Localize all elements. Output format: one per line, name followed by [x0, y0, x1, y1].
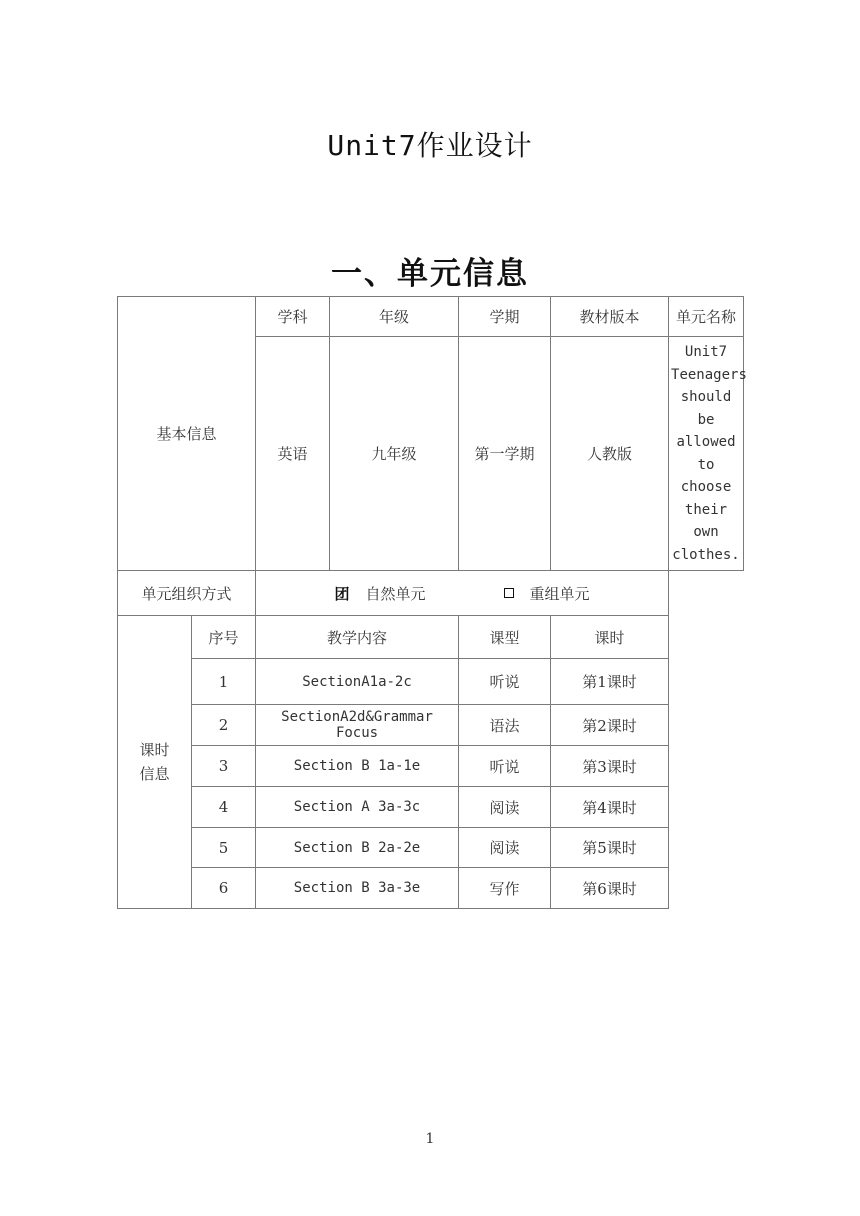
unit-name-line: own clothes.	[672, 524, 740, 563]
table-row	[118, 828, 744, 868]
lesson-content: Section B 3a-3e	[256, 868, 459, 909]
unchecked-box-icon	[504, 588, 514, 598]
header-type: 课型	[459, 616, 551, 659]
lessons-header-row	[118, 616, 744, 659]
lesson-content: SectionA2d&Grammar Focus	[256, 705, 459, 746]
unit-name-line: should be	[680, 389, 732, 428]
header-period: 课时	[551, 616, 669, 659]
table-row	[118, 659, 744, 705]
value-unit-name	[669, 337, 747, 571]
lesson-period: 第5课时	[551, 828, 669, 868]
section-heading: 一、单元信息	[331, 256, 529, 292]
lesson-type: 听说	[459, 746, 551, 787]
lesson-type: 阅读	[459, 828, 551, 868]
lesson-period: 第1课时	[551, 659, 669, 705]
document-title: Unit7作业设计	[327, 129, 533, 162]
header-content: 教学内容	[256, 616, 459, 659]
lesson-no: 6	[192, 868, 256, 909]
option-natural-unit-label: 自然单元	[365, 584, 426, 603]
checked-box-icon: 团	[334, 584, 350, 603]
unit-name-line: choose their	[680, 479, 732, 518]
lesson-type: 语法	[459, 705, 551, 746]
lesson-type: 阅读	[459, 787, 551, 828]
lesson-no: 5	[192, 828, 256, 868]
header-no: 序号	[192, 616, 256, 659]
lesson-no: 3	[192, 746, 256, 787]
option-regrouped-unit-label: 重组单元	[529, 584, 590, 603]
lessons-label	[118, 616, 192, 909]
table-row	[118, 746, 744, 787]
lesson-period: 第4课时	[551, 787, 669, 828]
basic-info-label: 基本信息	[118, 297, 256, 571]
lesson-content: SectionA1a-2c	[256, 659, 459, 705]
organization-options	[256, 571, 669, 616]
header-term: 学期	[459, 297, 551, 337]
basic-info-header-row	[118, 297, 744, 337]
lesson-no: 2	[192, 705, 256, 746]
lesson-content: Section A 3a-3c	[256, 787, 459, 828]
lesson-no: 4	[192, 787, 256, 828]
lesson-type: 听说	[459, 659, 551, 705]
value-subject: 英语	[256, 337, 330, 571]
organization-row	[118, 571, 744, 616]
unit-name-line: Teenagers	[671, 366, 747, 383]
value-grade: 九年级	[330, 337, 459, 571]
lesson-period: 第3课时	[551, 746, 669, 787]
lesson-content: Section B 2a-2e	[256, 828, 459, 868]
lesson-period: 第6课时	[551, 868, 669, 909]
lesson-period: 第2课时	[551, 705, 669, 746]
lesson-type: 写作	[459, 868, 551, 909]
unit-info-table	[117, 296, 747, 909]
unit-name-line: Unit7	[684, 344, 728, 360]
value-textbook: 人教版	[551, 337, 669, 571]
option-natural-unit	[334, 583, 425, 604]
header-unit-name: 单元名称	[669, 297, 744, 337]
option-regrouped-unit	[504, 583, 590, 604]
table-row	[118, 868, 744, 909]
organization-label: 单元组织方式	[118, 571, 256, 616]
table-row	[118, 705, 744, 746]
lesson-content: Section B 1a-1e	[256, 746, 459, 787]
lessons-label-line: 信息	[139, 765, 170, 783]
lesson-no: 1	[192, 659, 256, 705]
header-textbook: 教材版本	[551, 297, 669, 337]
value-term: 第一学期	[459, 337, 551, 571]
unit-name-line: allowed to	[676, 434, 736, 473]
header-grade: 年级	[330, 297, 459, 337]
header-subject: 学科	[256, 297, 330, 337]
table-row	[118, 787, 744, 828]
page-number: 1	[425, 1131, 435, 1147]
lessons-label-line: 课时	[139, 741, 170, 759]
